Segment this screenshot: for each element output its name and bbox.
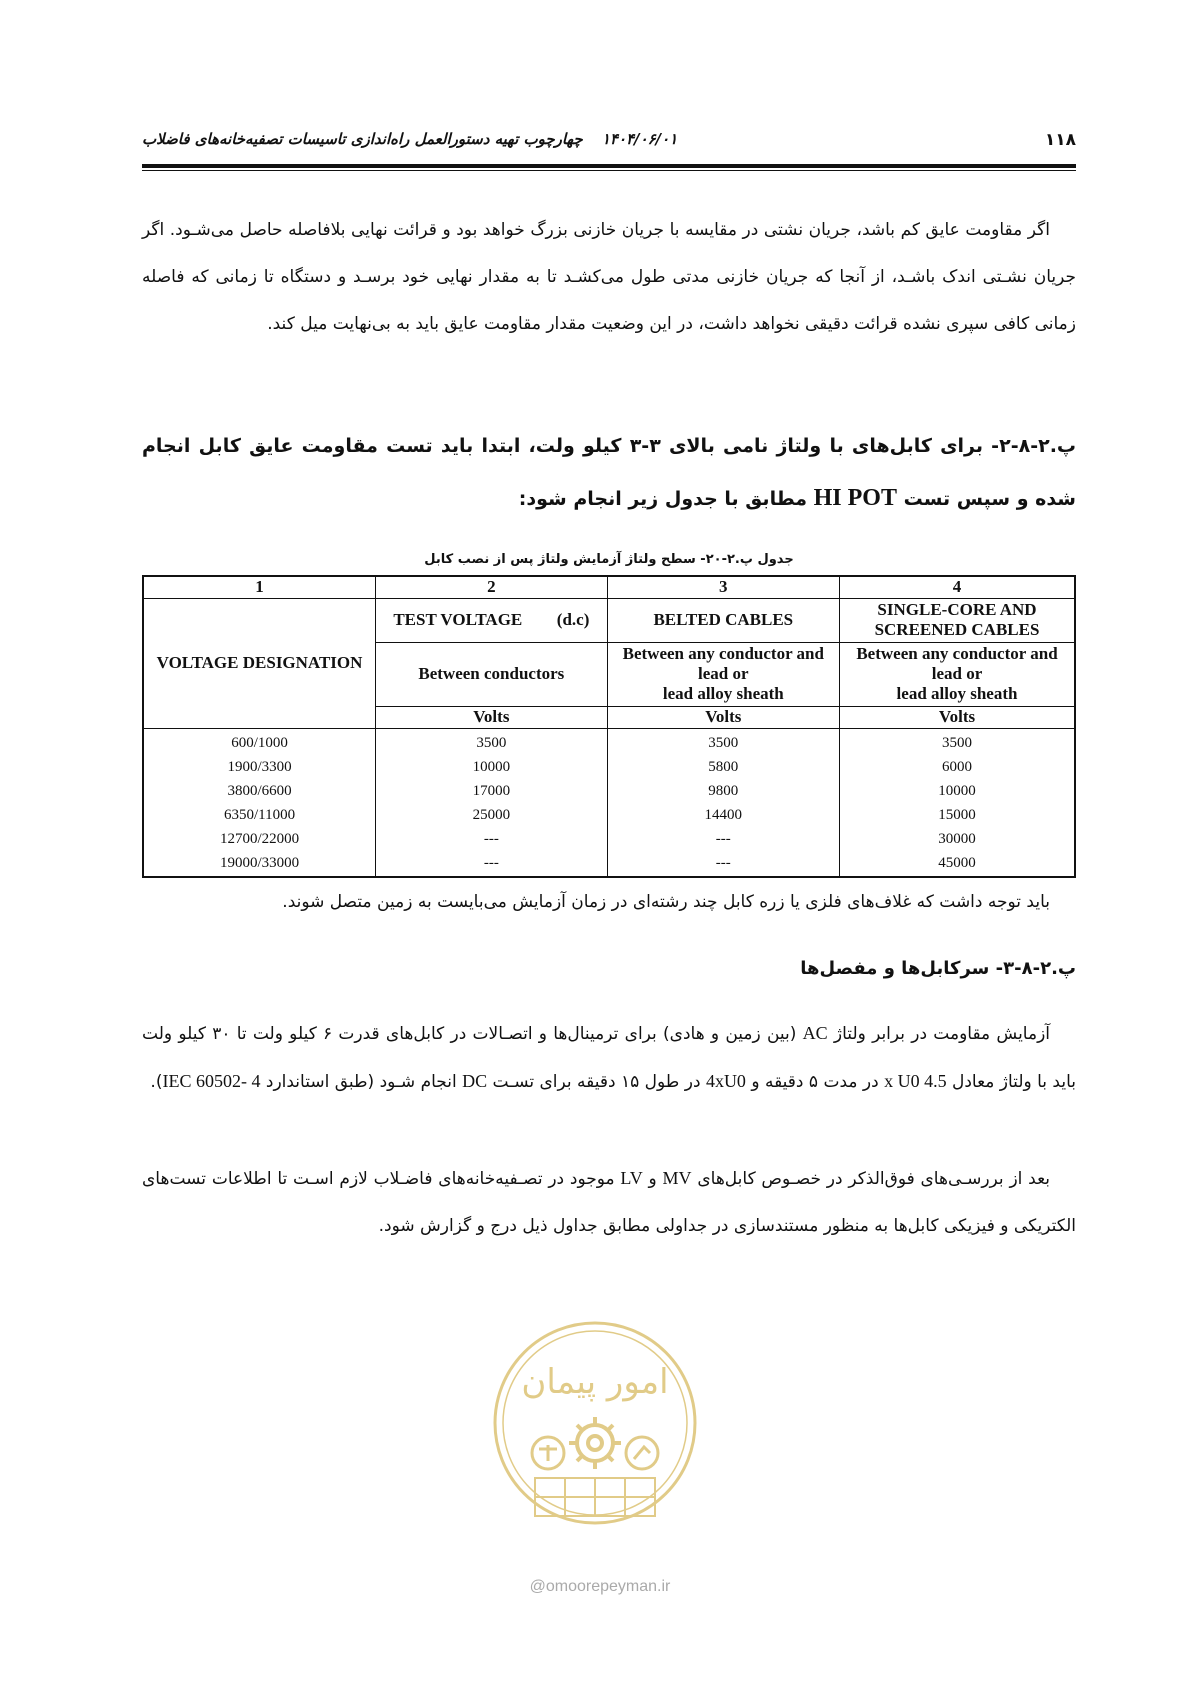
- single-core-line1: SINGLE-CORE AND: [877, 600, 1037, 619]
- belted-cables-cell: 3500: [607, 728, 839, 756]
- table-row: [143, 780, 1075, 804]
- between-conductors-cell: 17000: [376, 780, 608, 804]
- header-date: ۱۴۰۴/۰۶/۰۱: [601, 130, 678, 148]
- p2-text-a: آزمایش مقاومت در برابر ولتاژ: [833, 1024, 1051, 1044]
- voltage-designation-cell: 1900/3300: [143, 756, 376, 780]
- between-conductors-cell: 3500: [376, 728, 608, 756]
- table-row: [143, 728, 1075, 756]
- p2-standard: IEC 60502- 4: [162, 1071, 261, 1091]
- between-conductors-cell: 10000: [376, 756, 608, 780]
- test-voltage-label: TEST VOLTAGE: [393, 610, 523, 629]
- section-heading-terminations: پ.۲-۸-۳- سرکابل‌ها و مفصل‌ها: [800, 958, 1076, 979]
- paragraph-documentation: [142, 1155, 1076, 1250]
- p3-text-a: بعد از بررسـی‌های فوق‌الذکر در خصـوص کابل‌های: [697, 1169, 1051, 1189]
- table-row: [143, 828, 1075, 852]
- p2-text-f: ).: [150, 1072, 163, 1092]
- single-core-cell: 10000: [840, 780, 1076, 804]
- p2-dc: DC: [462, 1071, 488, 1091]
- table-row: [143, 852, 1075, 877]
- belted-cables-cell: 14400: [607, 804, 839, 828]
- p3-text-b: موجود در تصـفیه‌خانه‌های فاضـلاب لازم اسـت تا اطلاعات تست‌های الکتریکی و فیزیکی کابل‌ها به منظور مستندسازی در جداولی مطابق جداول ذیل درج و گزارش شود.: [142, 1169, 1076, 1236]
- header-title-group: [142, 130, 677, 148]
- table-row: [143, 756, 1075, 780]
- between-conductors-cell: 25000: [376, 804, 608, 828]
- section-heading-hipot: [142, 420, 1076, 525]
- single-core-cell: 45000: [840, 852, 1076, 877]
- belted-cables-cell: ---: [607, 828, 839, 852]
- test-voltage-header: [376, 598, 608, 642]
- header-rule-thin: [142, 170, 1076, 171]
- between-any-header-col3: [607, 642, 839, 706]
- col-number-2: 2: [376, 576, 608, 598]
- voltage-designation-cell: 12700/22000: [143, 828, 376, 852]
- volts-unit-col4: Volts: [840, 706, 1076, 728]
- volts-unit-col3: Volts: [607, 706, 839, 728]
- p2-text-e: انجام شـود (طبق استاندارد: [265, 1072, 457, 1092]
- single-core-cell: 30000: [840, 828, 1076, 852]
- col-number-4: 4: [840, 576, 1076, 598]
- p3-lv: LV: [620, 1168, 643, 1188]
- page-header: [142, 130, 1076, 164]
- page-number: ۱۱۸: [1044, 130, 1076, 150]
- p2-ac: AC: [802, 1023, 828, 1043]
- voltage-designation-cell: 600/1000: [143, 728, 376, 756]
- single-core-header: [840, 598, 1076, 642]
- watermark-logo-text: امور پیمان: [521, 1362, 669, 1402]
- watermark-site: @omoorepeyman.ir: [529, 1578, 671, 1595]
- p2-voltage-45u0: 4.5 x U0: [884, 1071, 947, 1091]
- between-any-line2: lead or: [698, 664, 749, 683]
- single-core-cell: 15000: [840, 804, 1076, 828]
- between-any-line2: lead or: [931, 664, 983, 683]
- heading1-part2: مطابق با جدول زیر انجام شود:: [518, 488, 807, 510]
- header-rule-thick: [142, 164, 1076, 168]
- belted-cables-cell: 5800: [607, 756, 839, 780]
- p2-text-c: در مدت ۵ دقیقه و: [751, 1072, 879, 1092]
- voltage-designation-header: VOLTAGE DESIGNATION: [143, 598, 376, 728]
- watermark-logo: [490, 1318, 700, 1578]
- p3-and: و: [648, 1169, 657, 1189]
- grounding-note: باید توجه داشت که غلاف‌های فلزی یا زره کابل چند رشته‌ای در زمان آزمایش می‌بایست به زمین متصل شوند.: [282, 892, 1050, 912]
- col-number-1: 1: [143, 576, 376, 598]
- p3-mv: MV: [662, 1168, 692, 1188]
- between-any-line3: lead alloy sheath: [662, 684, 784, 703]
- heading1-hipot: HI POT: [813, 485, 897, 511]
- single-core-cell: 6000: [840, 756, 1076, 780]
- between-any-line1: Between any conductor and: [856, 644, 1058, 663]
- voltage-designation-cell: 19000/33000: [143, 852, 376, 877]
- voltage-designation-cell: 3800/6600: [143, 780, 376, 804]
- table-caption: جدول پ.۲-۲۰- سطح ولتاژ آزمایش ولتاژ پس از نصب کابل: [424, 552, 794, 567]
- paragraph-insulation-resistance: اگر مقاومت عایق کم باشد، جریان نشتی در مقایسه با جریان خازنی بزرگ خواهد بود و قرائت نهایی بلافاصله حاصل می‌شـود. اگر جریان نشـتی اندک باشـد، از آنجا که جریان خازنی مدتی طول می‌کشـد تا به مقدار نهایی خود برسـد و دستگاه تا زمانی که فاصله زمانی کافی سپری نشده قرائت دقیقی نخواهد داشت، در این وضعیت مقدار مقاومت عایق باید به بی‌نهایت میل کند.: [142, 220, 1076, 334]
- between-conductors-header: Between conductors: [376, 642, 608, 706]
- single-core-cell: 3500: [840, 728, 1076, 756]
- p2-text-d: در طول ۱۵ دقیقه برای تسـت: [492, 1072, 701, 1092]
- p2-text-b: (بین زمین و هادی) برای ترمینال‌ها و اتصـالات در کابل‌های قدرت ۶ کیلو ولت تا ۳۰ کیلو ولت باید با ولتاژ معادل: [142, 1024, 1076, 1092]
- belted-cables-cell: 9800: [607, 780, 839, 804]
- test-voltage-table: [142, 575, 1076, 878]
- between-any-header-col4: [840, 642, 1076, 706]
- table-row: [143, 804, 1075, 828]
- between-any-line3: lead alloy sheath: [896, 684, 1018, 703]
- single-core-line2: SCREENED CABLES: [874, 620, 1040, 639]
- col-number-3: 3: [607, 576, 839, 598]
- between-conductors-cell: ---: [376, 828, 608, 852]
- heading1-part1: پ.۲-۸-۲- برای کابل‌های با ولتاژ نامی بالای ۳-۳ کیلو ولت، ابتدا باید تست مقاومت عایق کابل انجام شده و سپس تست: [142, 435, 1076, 510]
- p2-voltage-4u0: 4xU0: [705, 1071, 746, 1091]
- dc-label: (d.c): [556, 610, 590, 629]
- belted-cables-header: BELTED CABLES: [607, 598, 839, 642]
- header-title: چهارچوب تهیه دستورالعمل راه‌اندازی تاسیسات تصفیه‌خانه‌های فاضلاب: [142, 130, 583, 148]
- between-any-line1: Between any conductor and: [622, 644, 824, 663]
- belted-cables-cell: ---: [607, 852, 839, 877]
- between-conductors-cell: ---: [376, 852, 608, 877]
- paragraph-termination-test: [142, 1010, 1076, 1106]
- volts-unit-col2: Volts: [376, 706, 608, 728]
- voltage-designation-cell: 6350/11000: [143, 804, 376, 828]
